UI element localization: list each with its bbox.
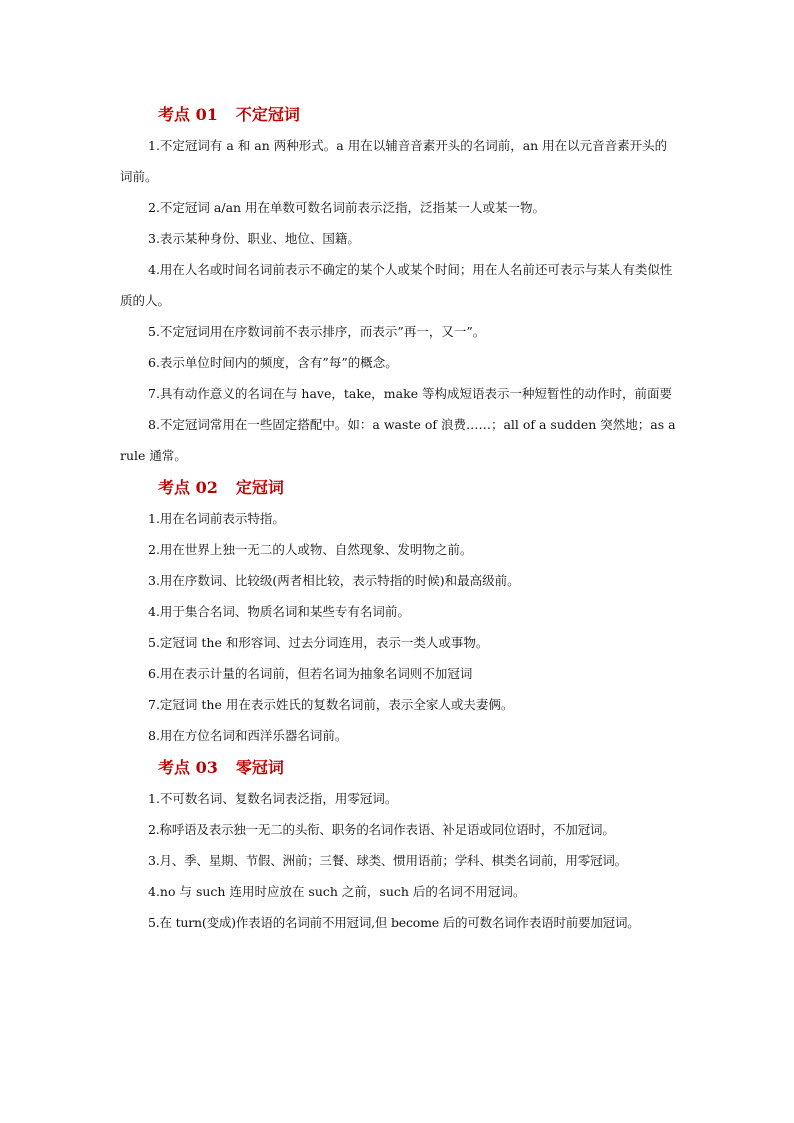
section-code: 考点 02 [158, 478, 218, 497]
rule-item: 5.不定冠词用在序数词前不表示排序，而表示”再一，又一”。 [148, 324, 486, 339]
rule-item: 1.不定冠词有 a 和 an 两种形式。a 用在以辅音音素开头的名词前，an 用在以元音音素开头的词前。 [120, 138, 668, 184]
rule-list [120, 503, 678, 751]
section-code: 考点 03 [158, 758, 218, 777]
rule-item: 3.月、季、星期、节假、洲前；三餐、球类、惯用语前；学科、棋类名词前，用零冠词。 [148, 853, 627, 868]
rule-list [120, 130, 678, 471]
rule-item: 6.表示单位时间内的频度，含有”每”的概念。 [148, 355, 398, 370]
section-code: 考点 01 [158, 105, 218, 124]
section-definite-article [120, 473, 678, 751]
section-title: 不定冠词 [235, 105, 300, 124]
rule-item: 4.no 与 such 连用时应放在 such 之前，such 后的名词不用冠词。 [148, 884, 526, 899]
rule-item: 1.不可数名词、复数名词表泛指，用零冠词。 [148, 791, 398, 806]
section-heading [120, 100, 678, 130]
rule-item: 2.不定冠词 a/an 用在单数可数名词前表示泛指，泛指某一人或某一物。 [148, 200, 546, 215]
rule-item: 2.用在世界上独一无二的人或物、自然现象、发明物之前。 [148, 542, 473, 557]
section-zero-article [120, 753, 678, 938]
rule-item: 5.定冠词 the 和形容词、过去分词连用，表示一类人或事物。 [148, 635, 489, 650]
rule-item: 4.用于集合名词、物质名词和某些专有名词前。 [148, 604, 410, 619]
rule-item: 2.称呼语及表示独一无二的头衔、职务的名词作表语、补足语或同位语时，不加冠词。 [148, 822, 615, 837]
rule-item: 1.用在名词前表示特指。 [148, 511, 285, 526]
rule-item: 6.用在表示计量的名词前，但若名词为抽象名词则不加冠词 [148, 666, 473, 681]
section-title: 定冠词 [235, 478, 284, 497]
rule-item: 5.在 turn(变成)作表语的名词前不用冠词,但 become 后的可数名词作表语时前要加冠词。 [148, 915, 640, 930]
rule-item: 7.定冠词 the 用在表示姓氏的复数名词前，表示全家人或夫妻俩。 [148, 697, 514, 712]
document-page [120, 100, 678, 938]
rule-item: 3.表示某种身份、职业、地位、国籍。 [148, 231, 360, 246]
rule-item: 8.不定冠词常用在一些固定搭配中。如：a waste of 浪费……；all of a sudden 突然地；as a rule 通常。 [120, 417, 676, 463]
rule-item: 8.用在方位名词和西洋乐器名词前。 [148, 728, 348, 743]
rule-item: 3.用在序数词、比较级(两者相比较，表示特指的时候)和最高级前。 [148, 573, 520, 588]
section-heading [120, 753, 678, 783]
section-heading [120, 473, 678, 503]
rule-item: 7.具有动作意义的名词在与 have，take，make 等构成短语表示一种短暂性的动作时，前面要 [148, 386, 673, 401]
section-title: 零冠词 [235, 758, 284, 777]
rule-item: 4.用在人名或时间名词前表示不确定的某个人或某个时间；用在人名前还可表示与某人有类似性质的人。 [120, 262, 673, 308]
rule-list [120, 783, 678, 938]
section-indefinite-article [120, 100, 678, 471]
